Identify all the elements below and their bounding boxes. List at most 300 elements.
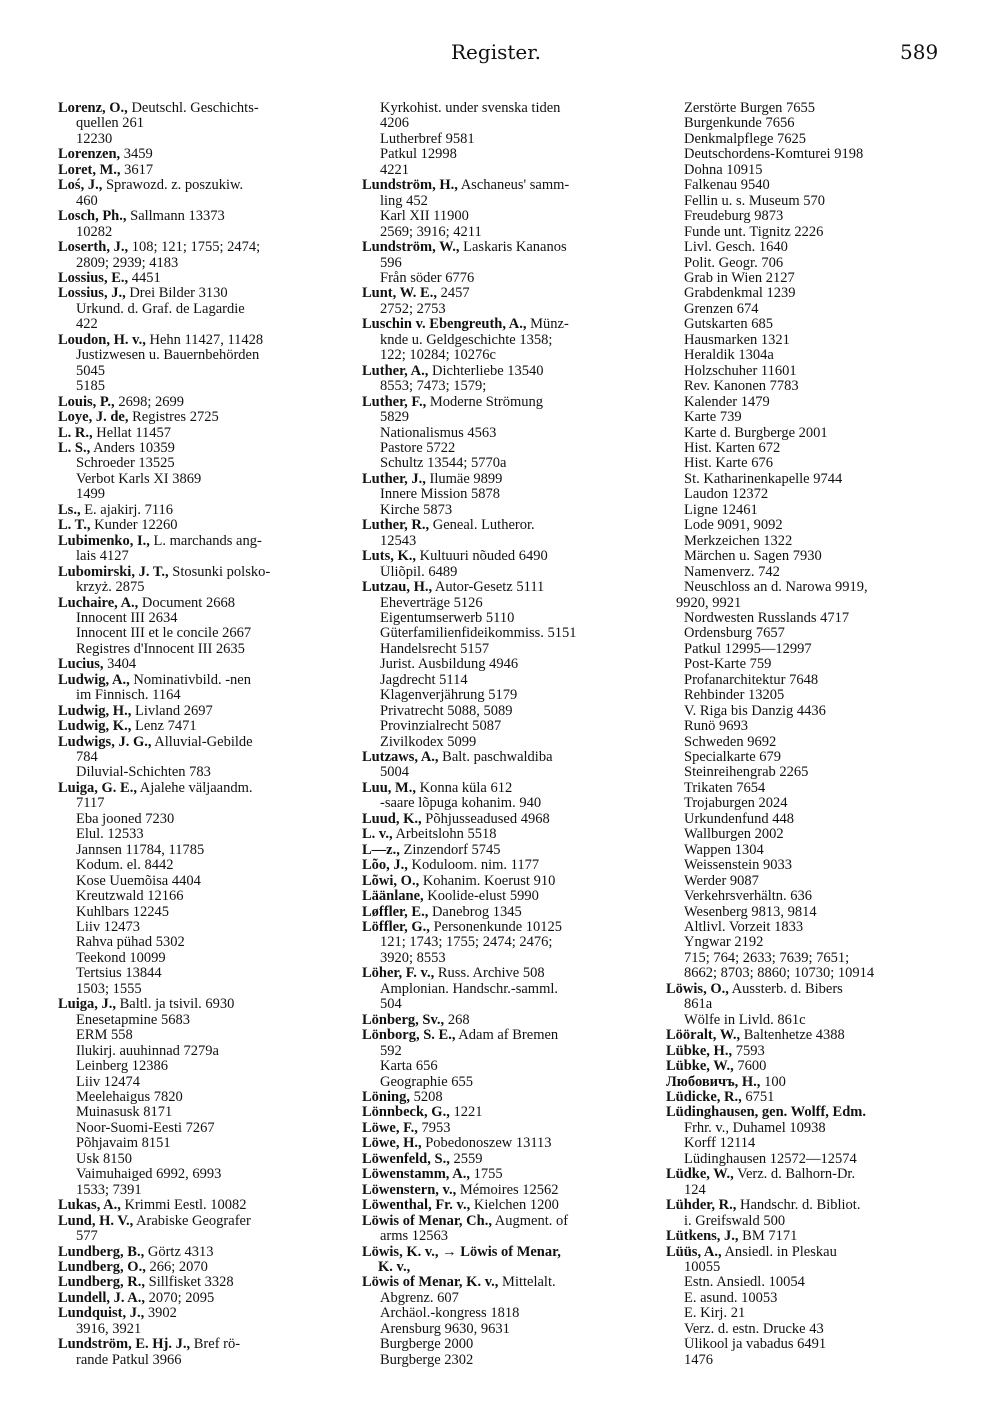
- entry-heading: Любовичъ, Н.,: [666, 1074, 761, 1090]
- entry-heading: Lund, H. V.,: [58, 1213, 134, 1229]
- entry-text: Meelehaigus 7820: [76, 1090, 183, 1105]
- entry-heading: Löwe, H.,: [362, 1136, 422, 1152]
- index-line: [666, 565, 948, 580]
- entry-text: Zinzendorf 5745: [399, 842, 501, 858]
- entry-text: 7593: [732, 1043, 765, 1059]
- index-line: [666, 101, 948, 116]
- entry-text: krzyż. 2875: [76, 580, 145, 596]
- index-line: [362, 1121, 644, 1136]
- index-line: [362, 704, 644, 719]
- index-line: [58, 1291, 340, 1306]
- entry-text: Innocent III 2634: [76, 610, 178, 626]
- index-line: [666, 317, 948, 332]
- entry-text: Münz-: [526, 317, 569, 333]
- index-line: [362, 1229, 644, 1244]
- index-line: [666, 487, 948, 502]
- index-line: [666, 735, 948, 750]
- index-line: [362, 302, 644, 317]
- entry-text: 5208: [409, 1090, 443, 1105]
- entry-text: Diluvial-Schichten 783: [76, 765, 211, 781]
- entry-heading: Löwenstamm, A.,: [362, 1167, 470, 1183]
- entry-text: Ülikool ja vabadus 6491: [684, 1337, 827, 1353]
- entry-text: 3404: [103, 657, 137, 673]
- index-line: [362, 1028, 644, 1043]
- entry-text: 2809; 2939; 4183: [76, 255, 179, 271]
- index-line: [58, 673, 340, 688]
- index-line: [58, 596, 340, 611]
- index-line: [666, 1353, 948, 1368]
- entry-text: Kose Uuemõisa 4404: [76, 873, 201, 889]
- index-line: [362, 1167, 644, 1182]
- entry-text: Holzschuher 11601: [684, 363, 797, 379]
- index-line: [666, 116, 948, 131]
- index-line: [58, 163, 340, 178]
- entry-text: Handschr. d. Bibliot.: [736, 1198, 861, 1214]
- entry-text: Weissenstein 9033: [684, 858, 792, 874]
- index-line: [666, 858, 948, 873]
- entry-text: Patkul 12995—12997: [684, 641, 812, 657]
- index-line: [58, 657, 340, 672]
- index-line: [58, 379, 340, 394]
- entry-text: Livland 2697: [131, 703, 213, 719]
- entry-text: Russ. Archive 508: [434, 966, 545, 982]
- entry-heading: Luther, R.,: [362, 518, 430, 534]
- entry-text: St. Katharinenkapelle 9744: [684, 471, 843, 487]
- entry-text: Pastore 5722: [380, 440, 456, 456]
- entry-text: Koolide-elust 5990: [423, 889, 539, 905]
- index-line: [666, 225, 948, 240]
- index-line: [362, 843, 644, 858]
- entry-text: 422: [76, 317, 98, 333]
- entry-text: 9920, 9921: [676, 595, 742, 611]
- entry-text: Arbeitslohn 5518: [392, 827, 497, 843]
- entry-text: knde u. Geldgeschichte 1358;: [380, 332, 553, 348]
- entry-text: Polit. Geogr. 706: [684, 255, 784, 271]
- entry-text: Muinasusk 8171: [76, 1105, 173, 1121]
- entry-heading: L. S.,: [58, 440, 91, 456]
- index-line: [58, 858, 340, 873]
- entry-text: Innere Mission 5878: [380, 487, 501, 503]
- entry-text: Eheverträge 5126: [380, 595, 483, 611]
- index-line: [58, 843, 340, 858]
- index-line: [58, 1198, 340, 1213]
- entry-text: -saare lõpuga kohanim. 940: [380, 796, 542, 812]
- index-line: [362, 1275, 644, 1290]
- index-line: [58, 611, 340, 626]
- index-line: [666, 920, 948, 935]
- index-line: [362, 1105, 644, 1120]
- index-line: [362, 827, 644, 842]
- entry-heading: Lõo, J.,: [362, 858, 408, 874]
- index-line: [666, 163, 948, 178]
- index-line: [58, 503, 340, 518]
- index-line: [362, 487, 644, 502]
- entry-heading: L. v.,: [362, 827, 393, 843]
- entry-text: Hist. Karte 676: [684, 456, 773, 472]
- index-line: [362, 1260, 644, 1275]
- entry-heading: Lundström, E. Hj. J.,: [58, 1337, 191, 1353]
- index-line: [666, 1105, 948, 1120]
- entry-text: Funde unt. Tignitz 2226: [684, 224, 824, 240]
- entry-heading: Loret, M.,: [58, 162, 121, 178]
- entry-text: Laskaris Kananos: [459, 240, 567, 256]
- index-line: [58, 348, 340, 363]
- entry-text: Grabdenkmal 1239: [684, 286, 796, 302]
- entry-text: Registres d'Innocent III 2635: [76, 641, 245, 657]
- entry-text: Verbot Karls XI 3869: [76, 471, 202, 487]
- entry-text: Eba jooned 7230: [76, 811, 175, 827]
- entry-text: Teekond 10099: [76, 950, 166, 966]
- entry-heading: Lorenzen,: [58, 147, 121, 163]
- index-line: [58, 827, 340, 842]
- index-line: [362, 178, 644, 193]
- entry-text: Falkenau 9540: [684, 178, 770, 194]
- entry-text: Schultz 13544; 5770a: [380, 456, 507, 472]
- index-line: [666, 704, 948, 719]
- entry-heading: Loye, J. de,: [58, 410, 129, 426]
- entry-text: Namenverz. 742: [684, 564, 780, 580]
- entry-text: 108; 121; 1755; 2474;: [128, 240, 261, 256]
- entry-heading: Lönberg, Sv.,: [362, 1012, 445, 1028]
- index-line: [666, 256, 948, 271]
- entry-text: Rev. Kanonen 7783: [684, 379, 799, 395]
- entry-text: Karte 739: [684, 410, 742, 426]
- index-line: [666, 966, 948, 981]
- entry-text: Koduloom. nim. 1177: [407, 858, 540, 874]
- index-line: [362, 735, 644, 750]
- entry-text: 861a: [684, 997, 713, 1013]
- index-line: [666, 1028, 948, 1043]
- entry-heading: Lundström, H.,: [362, 178, 458, 194]
- entry-text: ERM 558: [76, 1028, 133, 1044]
- index-line: [362, 240, 644, 255]
- index-line: [362, 1013, 644, 1028]
- index-line: [666, 364, 948, 379]
- index-line: [58, 1044, 340, 1059]
- entry-text: Liiv 12473: [76, 920, 141, 936]
- index-line: [666, 456, 948, 471]
- entry-heading: Lundberg, O.,: [58, 1259, 146, 1275]
- index-line: [666, 271, 948, 286]
- entry-text: Nationalismus 4563: [380, 425, 497, 441]
- entry-text: 6751: [741, 1090, 775, 1105]
- index-line: [666, 1306, 948, 1321]
- index-line: [666, 827, 948, 842]
- index-line: [666, 843, 948, 858]
- entry-text: Märchen u. Sagen 7930: [684, 549, 822, 565]
- entry-heading: Lubomirski, J. T.,: [58, 564, 169, 580]
- entry-heading: Ludwigs, J. G.,: [58, 734, 152, 750]
- entry-text: Üliõpil. 6489: [380, 564, 458, 580]
- index-line: [362, 812, 644, 827]
- index-line: [362, 874, 644, 889]
- entry-heading: Luther, A.,: [362, 363, 429, 379]
- index-line: [362, 147, 644, 162]
- entry-text: Alluvial-Gebilde: [151, 734, 253, 750]
- index-line: [666, 611, 948, 626]
- entry-text: ling 452: [380, 193, 428, 209]
- entry-text: Geographie 655: [380, 1074, 474, 1090]
- index-line: [362, 1214, 644, 1229]
- entry-text: 2569; 3916; 4211: [380, 224, 482, 240]
- entry-text: Kreutzwald 12166: [76, 889, 184, 905]
- entry-text: Hellat 11457: [92, 425, 172, 441]
- entry-text: Frhr. v., Duhamel 10938: [684, 1120, 826, 1136]
- index-line: [58, 487, 340, 502]
- entry-heading: Lütkens, J.,: [666, 1229, 739, 1245]
- entry-text: Provinzialrecht 5087: [380, 719, 502, 735]
- entry-text: Altlivl. Vorzeit 1833: [684, 920, 804, 936]
- entry-text: Kunder 12260: [90, 518, 178, 534]
- index-line: [58, 642, 340, 657]
- index-line: [58, 1229, 340, 1244]
- index-line: [666, 1075, 948, 1090]
- index-line: [362, 951, 644, 966]
- entry-text: Denkmalpflege 7625: [684, 131, 807, 147]
- entry-text: 577: [76, 1229, 98, 1245]
- index-column-1: [58, 101, 340, 1368]
- index-line: [58, 735, 340, 750]
- entry-text: Grenzen 674: [684, 301, 759, 317]
- index-line: [666, 781, 948, 796]
- entry-text: 7600: [733, 1059, 767, 1075]
- index-line: [362, 271, 644, 286]
- entry-heading: Lönborg, S. E.,: [362, 1028, 456, 1044]
- index-line: [58, 874, 340, 889]
- index-line: [58, 101, 340, 116]
- entry-text: 460: [76, 193, 98, 209]
- index-line: [362, 194, 644, 209]
- entry-text: 2457: [436, 286, 470, 302]
- entry-text: Deutschordens-Komturei 9198: [684, 147, 864, 163]
- entry-text: 1533; 7391: [76, 1182, 142, 1198]
- index-line: [666, 626, 948, 641]
- entry-text: Baltl. ja tsivil. 6930: [116, 997, 235, 1013]
- entry-text: Klagenverjährung 5179: [380, 688, 518, 704]
- entry-text: Yngwar 2192: [684, 935, 764, 951]
- index-line: [58, 781, 340, 796]
- entry-text: 7117: [76, 796, 105, 812]
- entry-text: Gutskarten 685: [684, 317, 773, 333]
- entry-text: 5004: [380, 765, 409, 781]
- entry-text: 7953: [417, 1120, 451, 1136]
- entry-heading: Lübke, W.,: [666, 1059, 734, 1075]
- index-line: [666, 503, 948, 518]
- entry-heading: Luchaire, A.,: [58, 595, 139, 611]
- index-line: [666, 1322, 948, 1337]
- index-line: [58, 1121, 340, 1136]
- entry-heading: Lutzaws, A.,: [362, 750, 439, 766]
- entry-text: Deutschl. Geschichts-: [127, 101, 259, 116]
- entry-heading: Lossius, J.,: [58, 286, 126, 302]
- entry-text: Lüdinghausen 12572—12574: [684, 1151, 857, 1167]
- index-line: [58, 889, 340, 904]
- index-line: [666, 286, 948, 301]
- index-line: [362, 364, 644, 379]
- entry-text: Kodum. el. 8442: [76, 858, 174, 874]
- entry-text: 3617: [120, 162, 154, 178]
- entry-heading: Löwis of Menar, Ch.,: [362, 1213, 492, 1229]
- index-line: [58, 116, 340, 131]
- index-line: [666, 580, 948, 595]
- entry-text: Zerstörte Burgen 7655: [684, 101, 816, 116]
- entry-text: Ligne 12461: [684, 502, 758, 518]
- entry-text: 266; 2070: [145, 1259, 208, 1275]
- entry-heading: Lundström, W.,: [362, 240, 460, 256]
- entry-heading: Løffler, E.,: [362, 904, 429, 920]
- entry-heading: Löwis, K. v.,: [362, 1244, 439, 1260]
- entry-text: Zivilkodex 5099: [380, 734, 477, 750]
- index-line: [58, 920, 340, 935]
- index-line: [362, 642, 644, 657]
- entry-text: Anders 10359: [90, 440, 175, 456]
- index-line: [58, 1090, 340, 1105]
- entry-heading: Luther, J.,: [362, 471, 426, 487]
- index-line: [362, 688, 644, 703]
- entry-heading: Ludwig, A.,: [58, 672, 130, 688]
- entry-heading: Lunt, W. E.,: [362, 286, 437, 302]
- entry-text: Ansiedl. in Pleskau: [721, 1244, 837, 1260]
- entry-text: Põhjusseadused 4968: [421, 811, 550, 827]
- entry-heading: Lüüs, A.,: [666, 1244, 722, 1260]
- index-line: [666, 534, 948, 549]
- index-line: [362, 673, 644, 688]
- entry-text: Konna küla 612: [416, 780, 513, 796]
- index-line: [362, 472, 644, 487]
- index-line: [666, 688, 948, 703]
- entry-text: Geneal. Lutheror.: [429, 518, 535, 534]
- entry-heading: Luts, K.,: [362, 549, 416, 565]
- entry-text: Jagdrecht 5114: [380, 672, 468, 688]
- entry-text: 3920; 8553: [380, 950, 446, 966]
- entry-text: Enesetapmine 5683: [76, 1012, 190, 1028]
- entry-text: i. Greifswald 500: [684, 1213, 786, 1229]
- entry-text: 3459: [120, 147, 153, 163]
- entry-text: Güterfamilienfideikommiss. 5151: [380, 626, 577, 642]
- index-line: [666, 1152, 948, 1167]
- entry-text: Arabiske Geografer: [133, 1213, 251, 1229]
- entry-text: V. Riga bis Danzig 4436: [684, 703, 826, 719]
- entry-text: Grab in Wien 2127: [684, 270, 795, 286]
- index-line: [362, 1075, 644, 1090]
- entry-heading: Lorenz, O.,: [58, 101, 128, 116]
- entry-text: Moderne Strömung: [426, 394, 543, 410]
- entry-text: Leinberg 12386: [76, 1059, 168, 1075]
- index-line: [58, 704, 340, 719]
- index-line: [666, 1121, 948, 1136]
- index-line: [362, 426, 644, 441]
- entry-text: Verz. d. estn. Drucke 43: [684, 1321, 824, 1337]
- index-line: [58, 256, 340, 271]
- index-line: [666, 194, 948, 209]
- entry-text: Sillfisket 3328: [145, 1275, 234, 1291]
- entry-text: im Finnisch. 1164: [76, 688, 181, 704]
- index-line: [666, 348, 948, 363]
- entry-text: E. ajakirj. 7116: [80, 502, 174, 518]
- index-line: [666, 1260, 948, 1275]
- index-line: [58, 456, 340, 471]
- entry-text: Burgberge 2302: [380, 1352, 474, 1368]
- index-line: [666, 1013, 948, 1028]
- entry-heading: Lundberg, R.,: [58, 1275, 146, 1291]
- index-line: [58, 426, 340, 441]
- entry-text: Drei Bilder 3130: [125, 286, 228, 302]
- entry-text: Innocent III et le concile 2667: [76, 626, 252, 642]
- entry-text: Verkehrsverhältn. 636: [684, 889, 813, 905]
- entry-heading: Löffler, G.,: [362, 920, 430, 936]
- entry-text: Görtz 4313: [144, 1244, 214, 1260]
- index-line: [58, 225, 340, 240]
- entry-text: Liiv 12474: [76, 1074, 141, 1090]
- entry-text: 121; 1743; 1755; 2474; 2476;: [380, 935, 553, 951]
- index-line: [58, 395, 340, 410]
- entry-text: Rehbinder 13205: [684, 688, 785, 704]
- running-header: [0, 40, 1000, 70]
- index-line: [362, 256, 644, 271]
- entry-text: Fellin u. s. Museum 570: [684, 193, 825, 209]
- entry-text: 4451: [128, 270, 161, 286]
- index-line: [666, 1229, 948, 1244]
- index-line: [58, 1167, 340, 1182]
- entry-heading: Ls.,: [58, 502, 81, 518]
- index-line: [58, 1152, 340, 1167]
- index-column-3: [666, 101, 948, 1368]
- index-line: [666, 410, 948, 425]
- entry-text: Kultuuri nõuded 6490: [416, 549, 548, 565]
- entry-heading: Luu, M.,: [362, 780, 416, 796]
- entry-text: Sprawozd. z. poszukiw.: [102, 178, 244, 194]
- entry-heading: Löwenfeld, S.,: [362, 1151, 450, 1167]
- index-line: [58, 982, 340, 997]
- entry-text: Wallburgen 2002: [684, 827, 784, 843]
- entry-heading: Löwis, O.,: [666, 981, 729, 997]
- entry-heading: Losch, Ph.,: [58, 209, 127, 225]
- entry-text: Burgberge 2000: [380, 1337, 474, 1353]
- index-line: [58, 719, 340, 734]
- entry-text: Sallmann 13373: [126, 209, 225, 225]
- entry-text: Trikaten 7654: [684, 780, 766, 796]
- entry-text: 10282: [76, 224, 113, 240]
- entry-text: Estn. Ansiedl. 10054: [684, 1275, 805, 1291]
- index-line: [58, 565, 340, 580]
- entry-text: Danebrog 1345: [428, 904, 522, 920]
- entry-text: 5045: [76, 363, 105, 379]
- entry-text: Handelsrecht 5157: [380, 641, 490, 657]
- entry-text: Profanarchitektur 7648: [684, 672, 819, 688]
- entry-text: Patkul 12998: [380, 147, 457, 163]
- entry-text: arms 12563: [380, 1229, 449, 1245]
- index-line: [58, 796, 340, 811]
- entry-text: 124: [684, 1182, 706, 1198]
- entry-text: L. marchands ang-: [149, 533, 262, 549]
- index-line: [362, 580, 644, 595]
- index-line: [362, 456, 644, 471]
- entry-text: Kuhlbars 12245: [76, 904, 170, 920]
- index-line: [58, 1028, 340, 1043]
- entry-text: Hausmarken 1321: [684, 332, 790, 348]
- entry-text: Noor-Suomi-Eesti 7267: [76, 1120, 215, 1136]
- index-line: [666, 240, 948, 255]
- entry-text: 592: [380, 1043, 402, 1059]
- entry-text: 1499: [76, 487, 105, 503]
- index-line: [58, 441, 340, 456]
- entry-text: rande Patkul 3966: [76, 1352, 182, 1368]
- entry-text: Post-Karte 759: [684, 657, 772, 673]
- entry-heading: Lundberg, B.,: [58, 1244, 145, 1260]
- entry-heading: Lönnbeck, G.,: [362, 1105, 450, 1121]
- entry-text: Kielchen 1200: [470, 1198, 559, 1214]
- entry-heading: L—z.,: [362, 842, 400, 858]
